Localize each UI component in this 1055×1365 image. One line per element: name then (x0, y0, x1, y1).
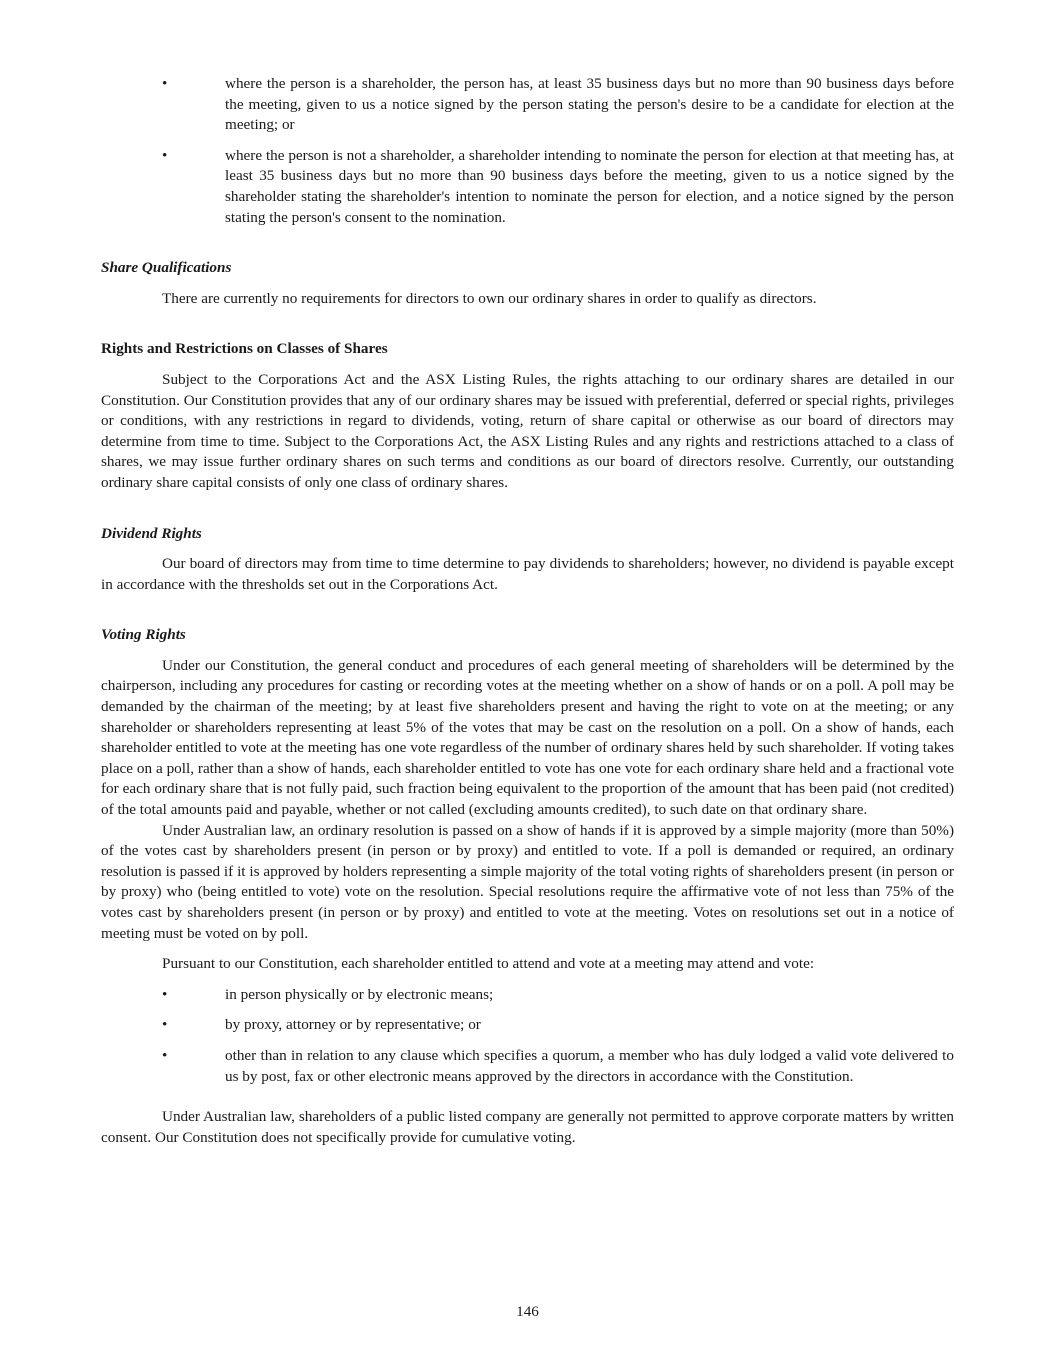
bullet-marker: • (162, 985, 168, 1003)
list-item (101, 1046, 954, 1087)
bullet-text: where the person is not a shareholder, a shareholder intending to nominate the person for election at that meeting has, at least 35 business days but no more than 90 business days before the meeting, given to us a notice signed by the shareholder stating the shareholder's intention to nominate the person for election, and a notice signed by the person stating the person's consent to the nomination. (225, 146, 954, 226)
voting-rights-paragraph-3: Pursuant to our Constitution, each shareholder entitled to attend and vote at a meeting may attend and vote: (162, 955, 815, 973)
section-heading-voting-rights: Voting Rights (101, 626, 186, 644)
list-item (101, 1015, 954, 1036)
dividend-rights-text: Our board of directors may from time to time determine to pay dividends to shareholders; however, no dividend is payable except in accordance with the thresholds set out in the Corporations Act. (101, 555, 954, 593)
page-number: 146 (516, 1303, 539, 1320)
bullet-text: by proxy, attorney or by representative; or (225, 1016, 481, 1034)
section-heading-rights-restrictions: Rights and Restrictions on Classes of Shares (101, 340, 388, 358)
document-page (101, 74, 954, 1148)
bullet-marker: • (162, 1016, 168, 1034)
bullet-marker: • (162, 75, 168, 92)
list-item (101, 146, 954, 228)
voting-rights-paragraph-1: Under our Constitution, the general conduct and procedures of each general meeting of shareholders will be determined by the chairperson, including any procedures for casting or recording votes at the meeting whether on a show of hands or on a poll. A poll may be demanded by the chairman of the meeting; by at least five shareholders present and having the right to vote on at the meeting; or any shareholder or shareholders representing at least 5% of the votes that may be cast on the resolution on a poll. On a show of hands, each shareholder entitled to vote at the meeting has one vote regardless of the number of ordinary shares held by such shareholder. If voting takes place on a poll, rather than a show of hands, each shareholder entitled to vote has one vote for each ordinary share held and a fractional vote for each ordinary share that is not fully paid, such fraction being equivalent to the proportion of the amount that has been paid (not credited) of the total amounts paid and payable, whether or not called (excluding amounts credited), to such date on that ordinary share. (101, 656, 954, 819)
rights-restrictions-text: Subject to the Corporations Act and the ASX Listing Rules, the rights attaching to our ordinary shares are detailed in our Constitution. Our Constitution provides that any of our ordinary shares may be issued with preferential, deferred or special rights, privileges or conditions, with any restrictions in regard to dividends, voting, return of share capital or otherwise as our board of directors may determine from time to time. Subject to the Corporations Act, the ASX Listing Rules and any rights and restrictions attached to a class of shares, we may issue further ordinary shares on such terms and conditions as our board of directors resolve. Currently, our outstanding ordinary share capital consists of only one class of ordinary shares. (101, 370, 954, 491)
voting-rights-paragraph-2: Under Australian law, an ordinary resolution is passed on a show of hands if it is approved by a simple majority (more than 50%) of the votes cast by shareholders present (in person or by proxy) and entitled to vote. If a poll is demanded or required, an ordinary resolution is passed if it is approved by holders representing a simple majority of the total voting rights of shareholders present (in person or by proxy) who (being entitled to vote) vote on the resolution. Special resolutions require the affirmative vote of not less than 75% of the votes cast by shareholders present (in person or by proxy) and entitled to vote at the meeting. Votes on resolutions set out in a notice of meeting must be voted on by poll. (101, 821, 954, 942)
section-heading-dividend-rights: Dividend Rights (101, 524, 202, 542)
section-heading-share-qualifications: Share Qualifications (101, 259, 232, 277)
list-item (101, 74, 954, 136)
nomination-bullet-list (101, 74, 954, 228)
bullet-text: in person physically or by electronic means; (225, 985, 494, 1003)
bullet-marker: • (162, 146, 168, 164)
voting-method-bullet-list (101, 985, 954, 1087)
bullet-text: other than in relation to any clause which specifies a quorum, a member who has duly lodged a valid vote delivered to us by post, fax or other electronic means approved by the directors in accordance with the Constitution. (225, 1046, 954, 1085)
list-item (101, 985, 954, 1006)
bullet-marker: • (162, 1046, 168, 1064)
voting-rights-paragraph-4: Under Australian law, shareholders of a public listed company are generally not permitted to approve corporate matters by written consent. Our Constitution does not specifically provide for cumulative voting. (101, 1108, 954, 1146)
share-qualifications-text: There are currently no requirements for directors to own our ordinary shares in order to qualify as directors. (162, 289, 817, 307)
bullet-text: where the person is a shareholder, the person has, at least 35 business days but no more than 90 business days before the meeting, given to us a notice signed by the person stating the person's desire to be a candidate for election at the meeting; or (225, 75, 954, 134)
